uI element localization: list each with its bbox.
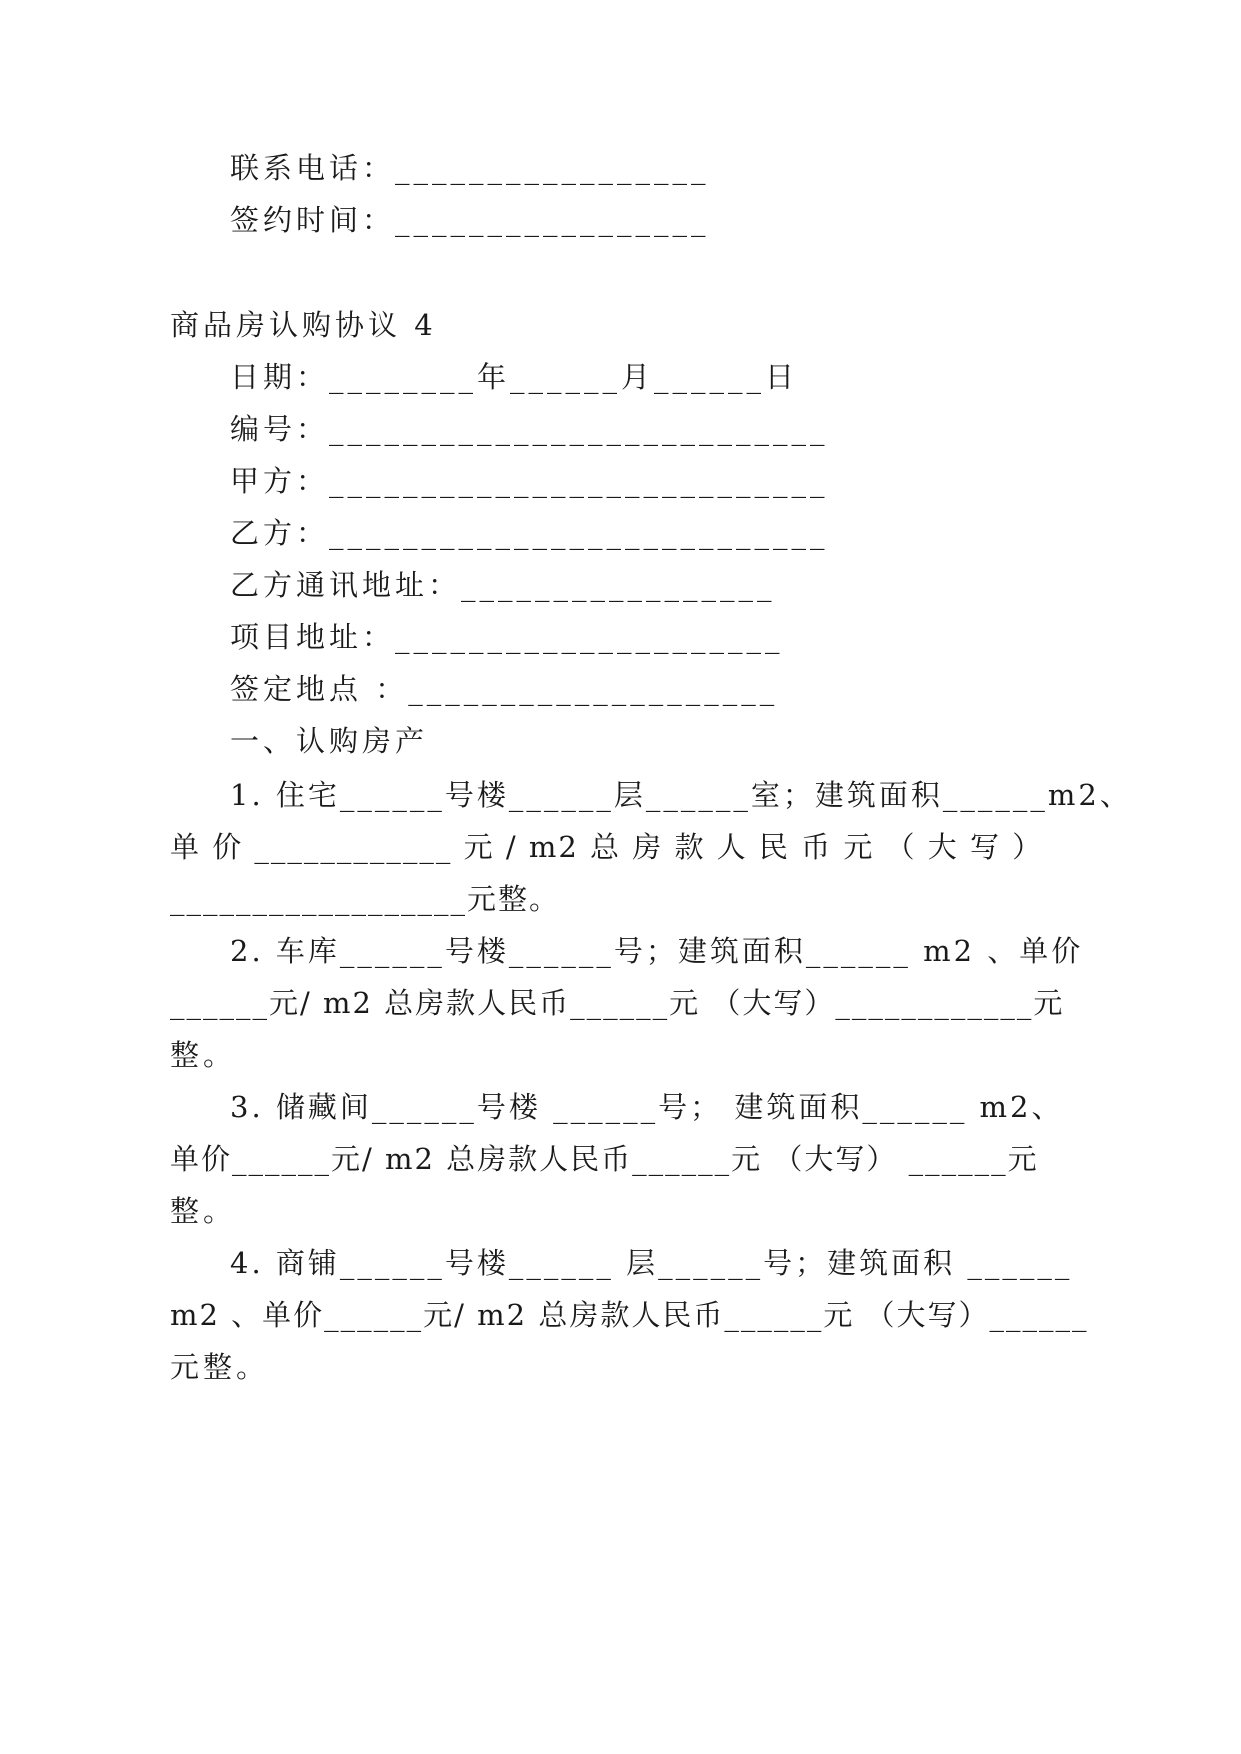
date-line: 日期：________年______月______日 (230, 360, 799, 394)
project-address-line: 项目地址：_____________________ (230, 620, 784, 654)
party-a-line: 甲方：___________________________ (230, 464, 829, 498)
item-4-line-2: m2 、单价______元/ m2 总房款人民币______元 （大写）______ (170, 1298, 1089, 1332)
sign-time-line: 签约时间：_________________ (230, 203, 710, 237)
agreement-title: 商品房认购协议 4 (170, 308, 437, 342)
number-line: 编号：___________________________ (230, 412, 829, 446)
item-3-line-3: 整。 (170, 1194, 237, 1228)
party-b-address-line: 乙方通讯地址：_________________ (230, 568, 776, 602)
item-4-line-1: 4. 商铺______号楼______ 层______号；建筑面积 ______ (230, 1246, 1073, 1280)
item-2-line-2: ______元/ m2 总房款人民币______元 （大写）____________元 (170, 986, 1065, 1020)
section-1-heading: 一、认购房产 (230, 724, 429, 758)
item-3-line-2: 单价______元/ m2 总房款人民币______元 （大写） ______元 (170, 1142, 1039, 1176)
item-2-line-3: 整。 (170, 1038, 237, 1072)
sign-place-line: 签定地点 ：____________________ (230, 672, 779, 706)
contact-phone-line: 联系电话：_________________ (230, 151, 710, 185)
party-b-line: 乙方：___________________________ (230, 516, 829, 550)
item-2-line-1: 2. 车库______号楼______号；建筑面积______ m2 、单价 (230, 934, 1084, 968)
item-1-line-3: __________________元整。 (170, 882, 561, 916)
item-3-line-1: 3. 储藏间______号楼 ______号； 建筑面积______ m2、 (230, 1090, 1064, 1124)
item-4-line-3: 元整。 (170, 1350, 270, 1384)
item-1-line-2: 单 价 ____________ 元 / m2 总 房 款 人 民 币 元 （ 大 写 ） (170, 830, 1044, 864)
item-1-line-1: 1. 住宅______号楼______层______室；建筑面积______m2、 (230, 778, 1132, 812)
